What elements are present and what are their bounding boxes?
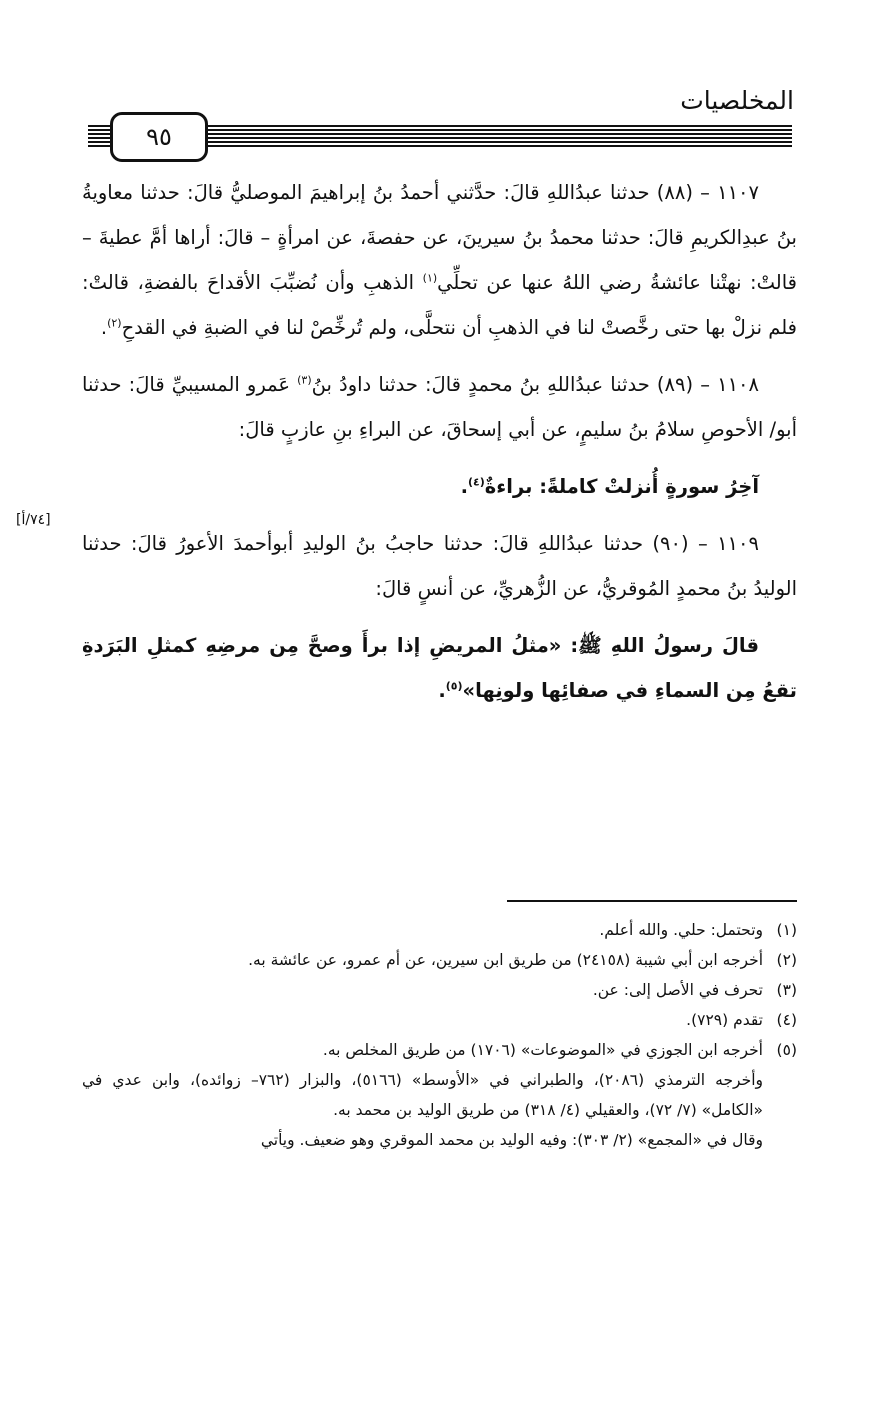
- hadith-text: ١١٠٨ – (٨٩) حدثنا عبدُاللهِ بنُ محمدٍ قالَ: حدثنا داودُ بنُ: [311, 373, 759, 396]
- footnote-5-continued: وقال في «المجمع» (٢/ ٣٠٣): وفيه الوليد بن محمد الموقري وهو ضعيف. ويأتي: [260, 1131, 763, 1149]
- matn-1109: [82, 623, 797, 713]
- footnote-marker: (٤): [468, 475, 485, 489]
- hadith-text: الذهبِ وأن نُضبِّبَ الأقداحَ بالفضةِ، قالتْ: فلم نزلْ بها حتى رخَّصتْ لنا في الذهبِ أن نتحلَّى، ولم تُرخِّصْ لنا في الضبةِ في القدحِ: [82, 271, 797, 339]
- running-header-title: المخلصيات: [680, 86, 794, 115]
- footnote-number: (٥): [776, 1041, 797, 1059]
- footnote-marker: (٥): [445, 679, 463, 693]
- period: .: [460, 475, 469, 498]
- period: .: [438, 679, 446, 702]
- footnote-separator: [507, 900, 797, 902]
- hadith-text: ١١٠٩ – (٩٠) حدثنا عبدُاللهِ قالَ: حدثنا حاجبُ بنُ الوليدِ أبوأحمدَ الأعورُ قالَ: حدثنا الوليدُ بنُ محمدٍ المُوقريُّ، عن الزُّهريِّ، عن أنسٍ قالَ:: [82, 532, 797, 600]
- page-number: ٩٥: [110, 112, 208, 162]
- footnote-number: (٢): [776, 951, 797, 969]
- footnote-1: [82, 915, 797, 945]
- footnote-text: أخرجه ابن الجوزي في «الموضوعات» (١٧٠٦) من طريق المخلص به.: [322, 1041, 763, 1059]
- footnote-3: [82, 975, 797, 1005]
- period: .: [100, 316, 108, 339]
- footnotes: [82, 915, 797, 1155]
- hadith-text: ١١٠٧ – (٨٨) حدثنا عبدُاللهِ قالَ: حدَّثني أحمدُ بنُ إبراهيمَ الموصليُّ قالَ: حدثنا معاويةُ بنُ عبدِالكريمِ قالَ: حدثنا محمدُ بنُ سيرينَ، عن حفصةَ، عن امرأةٍ – قالَ: أراها أمَّ عطيةَ – قالتْ: نهتْنا عائشةُ رضي اللهُ عنها عن تحلِّي: [82, 181, 797, 294]
- footnote-marker: (١): [422, 271, 438, 285]
- hadith-1109: [82, 521, 797, 611]
- footnote-2: [82, 945, 797, 975]
- matn-1108: [82, 464, 797, 509]
- main-text: [82, 170, 797, 725]
- footnote-number: (٣): [776, 981, 797, 999]
- hadith-text: عَمرو المسيبيِّ قالَ: حدثنا أبو/ الأحوصِ سلامُ بنُ سليمٍ، عن أبي إسحاقَ، عن البراءِ بنِ عازبٍ قالَ:: [82, 373, 797, 441]
- footnote-marker: (٣): [297, 373, 312, 387]
- hadith-1107: [82, 170, 797, 350]
- manuscript-folio-note: [٧٤/أ]: [16, 512, 51, 528]
- footnote-number: (٤): [776, 1011, 797, 1029]
- footnote-text: أخرجه ابن أبي شيبة (٢٤١٥٨) من طريق ابن سيرين، عن أم عمرو، عن عائشة به.: [248, 951, 763, 969]
- matn-text: آخِرُ سورةٍ أُنزلتْ كاملةً: براءةٌ: [484, 475, 759, 498]
- footnote-4: [82, 1005, 797, 1035]
- matn-text: قالَ رسولُ اللهِ ﷺ: «مثلُ المريضِ إذا برأَ وصحَّ مِن مرضِهِ كمثلِ البَرَدةِ تقعُ مِن السماءِ في صفائِها ولونِها»: [82, 634, 797, 702]
- footnote-5-continued: وأخرجه الترمذي (٢٠٨٦)، والطبراني في «الأوسط» (٥١٦٦)، والبزار (٧٦٢– زوائده)، وابن عدي في «الكامل» (٧/ ٧٢)، والعقيلي (٤/ ٣١٨) من طريق الوليد بن محمد به.: [82, 1071, 763, 1119]
- footnote-marker: (٢): [107, 316, 122, 330]
- footnote-text: تقدم (٧٢٩).: [686, 1011, 763, 1029]
- footnote-text: تحرف في الأصل إلى: عن.: [592, 981, 763, 999]
- hadith-1108: [82, 362, 797, 452]
- footnote-text: وتحتمل: حلي. والله أعلم.: [599, 921, 763, 939]
- footnote-number: (١): [776, 921, 797, 939]
- footnote-5: [82, 1035, 797, 1065]
